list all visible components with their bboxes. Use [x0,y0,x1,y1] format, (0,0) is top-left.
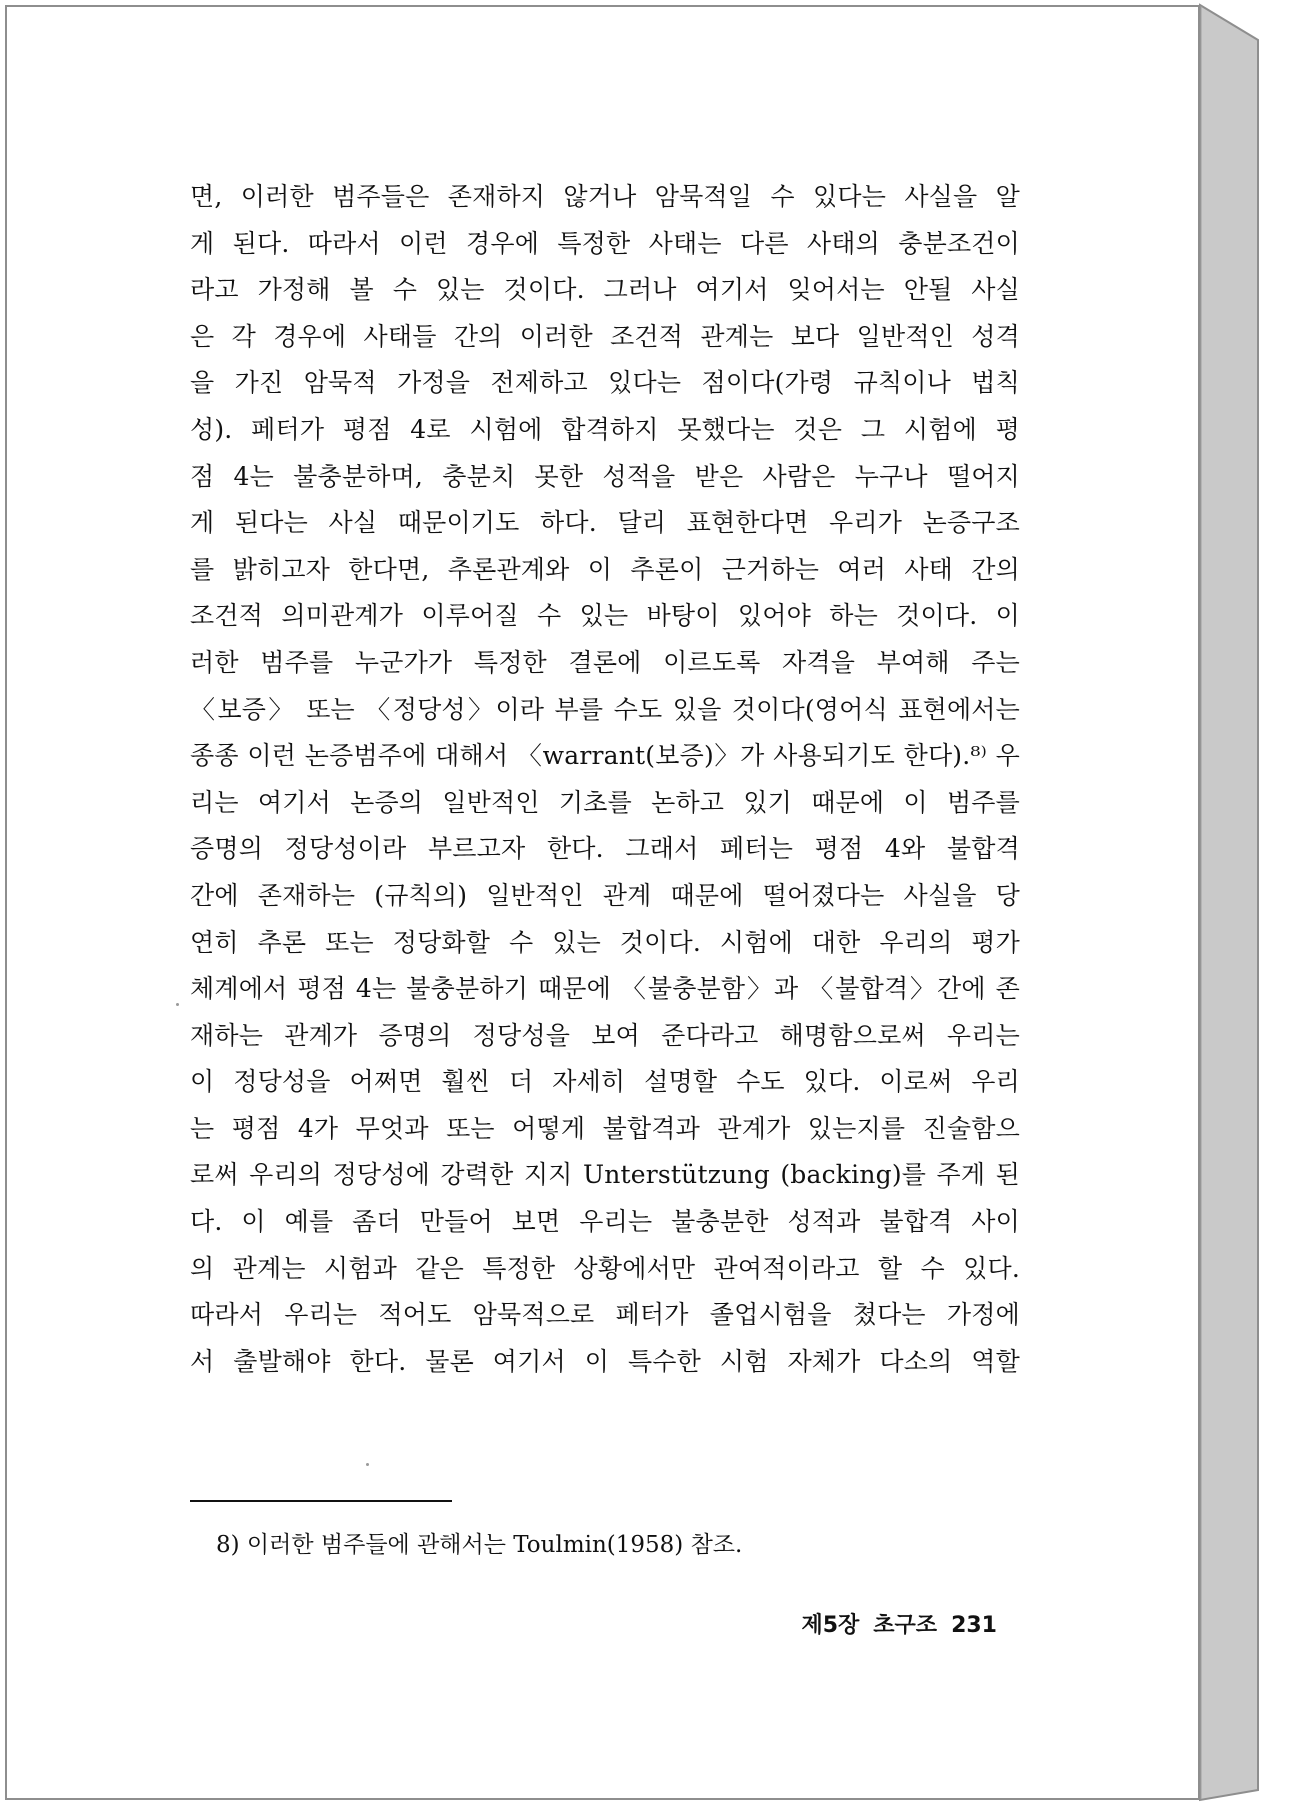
body-line: 은 각 경우에 사태들 간의 이러한 조건적 관계는 보다 일반적인 성격 [190,321,1020,351]
body-line: 서 출발해야 한다. 물론 여기서 이 특수한 시험 자체가 다소의 역할 [190,1346,1020,1376]
footer-section: 초구조 [873,1613,938,1638]
body-line: 종종 이런 논증범주에 대해서 〈warrant(보증)〉가 사용되기도 한다).⁸⁾ 우 [190,741,1020,771]
footnote-8: 8) 이러한 범주들에 관해서는 Toulmin(1958) 참조. [216,1532,743,1558]
body-line: 게 된다. 따라서 이런 경우에 특정한 사태는 다른 사태의 충분조건이 [190,228,1020,258]
footnote-rule [190,1500,452,1502]
body-line: 로써 우리의 정당성에 강력한 지지 Unterstützung (backing)를 주게 된 [190,1160,1020,1190]
body-line: 리는 여기서 논증의 일반적인 기초를 논하고 있기 때문에 이 범주를 [190,787,1020,817]
body-line: 조건적 의미관계가 이루어질 수 있는 바탕이 있어야 하는 것이다. 이 [190,601,1020,631]
body-line: 라고 가정해 볼 수 있는 것이다. 그러나 여기서 잊어서는 안될 사실 [190,275,1020,305]
page-number: 231 [951,1613,997,1638]
body-line: 증명의 정당성이라 부르고자 한다. 그래서 페터는 평점 4와 불합격 [190,834,1020,864]
body-line: 체계에서 평점 4는 불충분하기 때문에 〈불충분함〉과 〈불합격〉간에 존 [190,974,1020,1004]
body-line: 간에 존재하는 (규칙의) 일반적인 관계 때문에 떨어졌다는 사실을 당 [190,880,1020,910]
body-line: 면, 이러한 범주들은 존재하지 않거나 암묵적일 수 있다는 사실을 알 [190,182,1020,211]
body-line: 를 밝히고자 한다면, 추론관계와 이 추론이 근거하는 여러 사태 간의 [190,554,1020,584]
body-line: 을 가진 암묵적 가정을 전제하고 있다는 점이다(가령 규칙이나 법칙 [190,368,1020,398]
body-line: 게 된다는 사실 때문이기도 하다. 달리 표현한다면 우리가 논증구조 [190,508,1020,538]
body-line: 는 평점 4가 무엇과 또는 어떻게 불합격과 관계가 있는지를 진술함으 [190,1113,1020,1143]
body-line: 다. 이 예를 좀더 만들어 보면 우리는 불충분한 성적과 불합격 사이 [190,1207,1020,1237]
body-line: 따라서 우리는 적어도 암묵적으로 페터가 졸업시험을 쳤다는 가정에 [190,1300,1020,1330]
body-line: 〈보증〉 또는 〈정당성〉이라 부를 수도 있을 것이다(영어식 표현에서는 [190,694,1020,724]
scan-speck [366,1463,369,1466]
body-line: 이 정당성을 어쩌면 훨씬 더 자세히 설명할 수도 있다. 이로써 우리 [190,1067,1020,1097]
body-line: 러한 범주를 누군가가 특정한 결론에 이르도록 자격을 부여해 주는 [190,647,1020,677]
body-line: 의 관계는 시험과 같은 특정한 상황에서만 관여적이라고 할 수 있다. [190,1253,1020,1283]
body-line: 재하는 관계가 증명의 정당성을 보여 준다라고 해명함으로써 우리는 [190,1020,1020,1050]
body-line: 점 4는 불충분하며, 충분치 못한 성적을 받은 사람은 누구나 떨어지 [190,461,1020,491]
scan-speck [176,1003,179,1006]
footer-chapter: 제5장 [801,1613,860,1638]
body-line: 연히 추론 또는 정당화할 수 있는 것이다. 시험에 대한 우리의 평가 [190,927,1020,957]
body-line: 성). 페터가 평점 4로 시험에 합격하지 못했다는 것은 그 시험에 평 [190,414,1020,444]
running-footer [780,1608,997,1639]
body-text [190,174,1020,1385]
